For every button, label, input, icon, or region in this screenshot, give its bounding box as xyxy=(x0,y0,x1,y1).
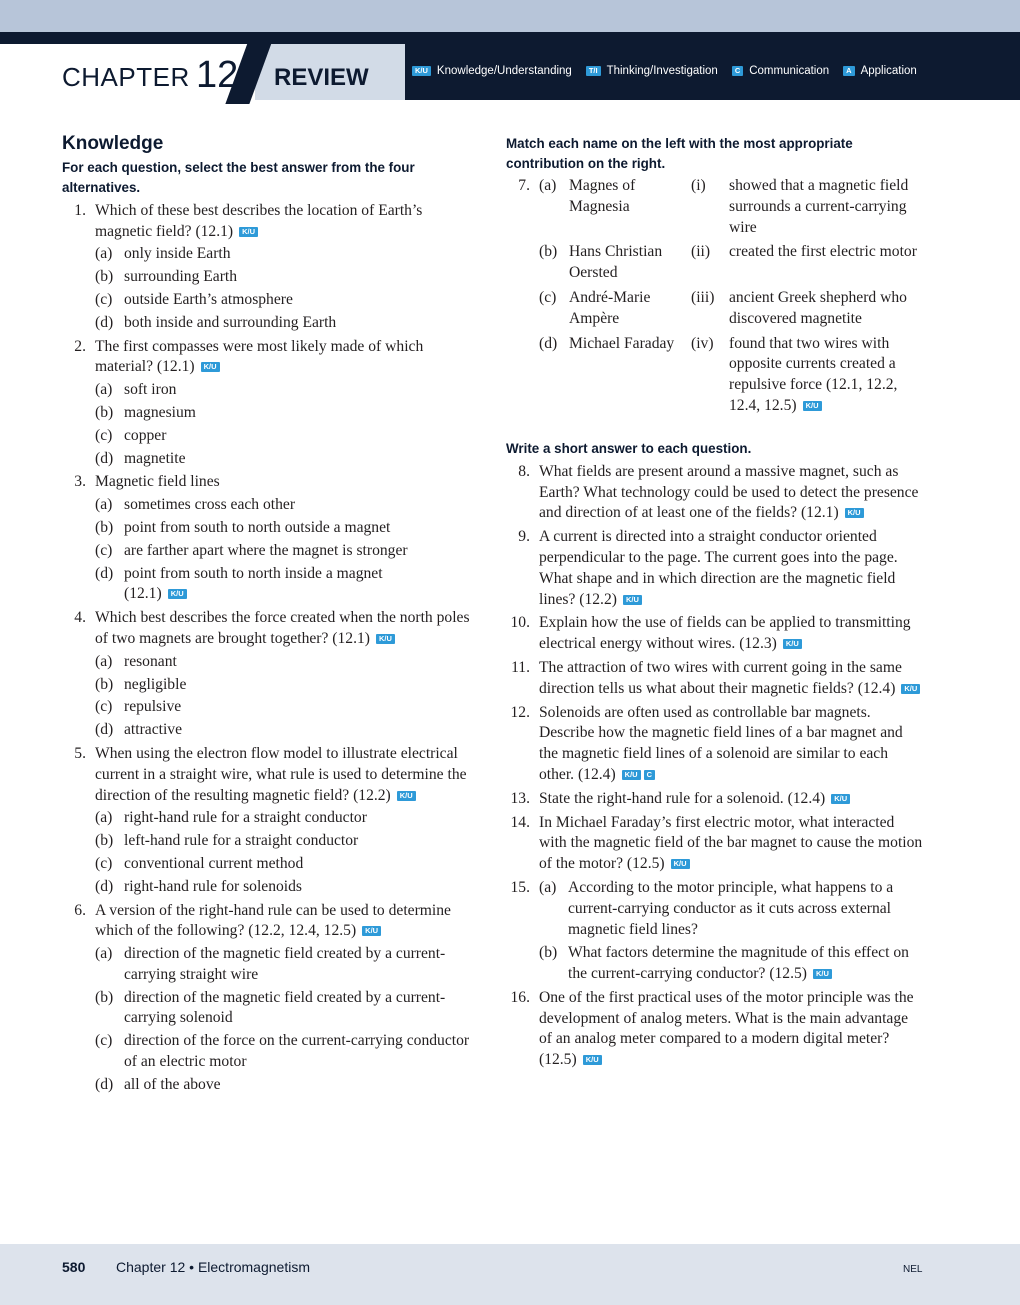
match-contribution: created the first electric motor xyxy=(729,243,917,261)
option-letter: (b) xyxy=(95,518,114,536)
question xyxy=(62,472,474,493)
question-number: 2. xyxy=(74,337,86,355)
answer-option xyxy=(62,313,474,334)
question xyxy=(506,613,924,655)
match-letter: (d) xyxy=(539,334,558,352)
option-text: point from south to north outside a magnet xyxy=(124,518,391,536)
option-letter: (a) xyxy=(95,496,113,514)
question-text: When using the electron flow model to illustrate electrical current in a straight wire, what rule is used to determine the direction of the resulting magnetic field? (12.2) xyxy=(95,744,467,804)
option-letter: (b) xyxy=(95,675,114,693)
answer-option xyxy=(62,831,474,852)
option-text: copper xyxy=(124,426,167,444)
option-text: direction of the force on the current-carrying conductor of an electric motor xyxy=(124,1032,470,1071)
question-number: 13. xyxy=(510,789,530,807)
option-letter: (a) xyxy=(95,652,113,670)
question xyxy=(62,901,474,943)
category-legend xyxy=(412,65,931,77)
ku-badge-icon: K/U xyxy=(831,794,850,804)
ku-badge-icon: K/U xyxy=(583,1055,602,1065)
question xyxy=(506,878,924,985)
question xyxy=(506,658,924,700)
option-letter: (d) xyxy=(95,877,114,895)
part-letter: (b) xyxy=(539,944,558,962)
ku-badge-icon: K/U xyxy=(803,401,822,411)
answer-option xyxy=(62,808,474,829)
right-column xyxy=(506,134,924,1071)
option-text: only inside Earth xyxy=(124,245,231,263)
legend-label: Application xyxy=(860,65,917,77)
match-name: Michael Faraday xyxy=(569,334,675,352)
answer-option xyxy=(62,541,474,562)
option-letter: (a) xyxy=(95,381,113,399)
question-number: 15. xyxy=(510,878,530,896)
ku-badge-icon: K/U xyxy=(168,589,187,599)
option-text: resonant xyxy=(124,652,177,670)
match-row xyxy=(506,288,924,330)
ku-badge-icon: K/U xyxy=(397,791,416,801)
match-roman: (iii) xyxy=(691,288,715,306)
ku-badge-icon: K/U xyxy=(201,362,220,372)
legend-label: Communication xyxy=(749,65,830,77)
question-text: One of the first practical uses of the motor principle was the development of analog meters. What is the main advantage of an analog meter compared to a modern digital meter? (12.5) xyxy=(539,988,914,1069)
legend-item-ku xyxy=(412,65,572,77)
answer-option xyxy=(62,854,474,875)
option-letter: (d) xyxy=(95,449,114,467)
option-letter: (c) xyxy=(95,854,113,872)
question-number: 11. xyxy=(511,658,530,676)
page-number: 580 xyxy=(62,1259,86,1275)
chapter-number: 12 xyxy=(196,54,239,96)
question-number: 10. xyxy=(510,614,530,632)
question-number: 16. xyxy=(510,988,530,1006)
match-contribution: found that two wires with opposite currents created a repulsive force (12.1, 12.2, 12.4, 12.5) K/U xyxy=(729,334,898,414)
question xyxy=(506,789,924,810)
question xyxy=(62,337,474,379)
answer-option xyxy=(62,720,474,741)
section-title: Knowledge xyxy=(62,133,164,154)
a-badge-icon: A xyxy=(843,66,854,76)
question-text: Which best describes the force created when the north poles of two magnets are brought together? (12.1) xyxy=(95,609,470,647)
option-letter: (c) xyxy=(95,698,113,716)
match-roman: (iv) xyxy=(691,334,714,352)
option-text: left-hand rule for a straight conductor xyxy=(124,832,359,850)
match-name: Hans Christian Oersted xyxy=(569,243,663,282)
review-word: REVIEW xyxy=(274,64,369,91)
question-text: Explain how the use of fields can be applied to transmitting electrical energy without wires. (12.3) xyxy=(539,614,911,653)
option-text: direction of the magnetic field created by a current-carrying straight wire xyxy=(124,945,446,983)
answer-option xyxy=(62,564,474,585)
question-number: 5. xyxy=(74,744,86,762)
option-letter: (b) xyxy=(95,832,114,850)
answer-option xyxy=(62,290,474,311)
match-instruction: Match each name on the left with the most appropriate contribution on the right. xyxy=(506,136,853,171)
option-letter: (a) xyxy=(95,245,113,263)
ku-badge-icon: K/U xyxy=(813,969,832,979)
legend-item-c xyxy=(732,65,829,77)
option-letter: (d) xyxy=(95,313,114,331)
answer-option xyxy=(62,1075,474,1096)
question-text: The first compasses were most likely made of which material? (12.1) xyxy=(95,337,424,376)
left-column xyxy=(62,134,474,1096)
answer-option xyxy=(62,652,474,673)
option-text: both inside and surrounding Earth xyxy=(124,313,337,331)
option-text: right-hand rule for solenoids xyxy=(124,877,302,895)
question xyxy=(506,988,924,1071)
question-number: 12. xyxy=(510,703,530,721)
short-answer-instruction: Write a short answer to each question. xyxy=(506,440,752,456)
option-letter: (a) xyxy=(95,945,113,963)
option-text: right-hand rule for a straight conductor xyxy=(124,809,367,827)
question xyxy=(506,462,924,524)
legend-label: Knowledge/Understanding xyxy=(436,65,572,77)
match-name: Magnes of Magnesia xyxy=(569,177,636,215)
option-letter: (b) xyxy=(95,268,114,286)
ku-badge-icon: K/U xyxy=(376,634,395,644)
option-letter: (d) xyxy=(95,564,114,582)
question-number: 8. xyxy=(518,462,530,480)
legend-item-ti xyxy=(586,65,718,77)
answer-option xyxy=(62,380,474,401)
top-color-bar xyxy=(0,0,1020,32)
option-text: direction of the magnetic field created by a current-carrying solenoid xyxy=(124,988,446,1027)
match-letter: (c) xyxy=(539,288,557,306)
option-text: repulsive xyxy=(124,698,182,716)
option-letter: (b) xyxy=(95,403,114,421)
answer-option xyxy=(62,267,474,288)
option-text: point from south to north inside a magnet xyxy=(124,564,383,582)
answer-option xyxy=(62,697,474,718)
question xyxy=(62,201,474,243)
option-letter: (d) xyxy=(95,1075,114,1093)
answer-option xyxy=(62,426,474,447)
match-contribution: showed that a magnetic field surrounds a current-carrying wire xyxy=(729,177,909,236)
answer-option xyxy=(62,244,474,265)
answer-option xyxy=(62,403,474,424)
option-text: are farther apart where the magnet is stronger xyxy=(124,541,408,559)
question-tail xyxy=(62,584,474,605)
option-letter: (a) xyxy=(95,809,113,827)
option-text: attractive xyxy=(124,721,183,739)
question-part xyxy=(539,878,924,940)
match-name: André-Marie Ampère xyxy=(569,288,651,327)
ku-badge-icon: K/U xyxy=(783,639,802,649)
question-text: What fields are present around a massive magnet, such as Earth? What technology could be used to detect the presence and direction of at least one of the fields? (12.1) xyxy=(539,462,919,522)
ku-badge-icon: K/U xyxy=(671,859,690,869)
answer-option xyxy=(62,675,474,696)
option-text: magnesium xyxy=(124,403,196,421)
option-letter: (c) xyxy=(95,290,113,308)
ku-badge-icon: K/U xyxy=(362,926,381,936)
match-roman: (i) xyxy=(691,177,706,194)
question-number: 3. xyxy=(74,473,86,491)
c-badge-icon: C xyxy=(644,770,655,780)
option-letter: (c) xyxy=(95,541,113,559)
chapter-label: Chapter 12 • Electromagnetism xyxy=(116,1259,310,1275)
match-row xyxy=(506,334,924,417)
question-number: 14. xyxy=(510,813,530,831)
question-text: In Michael Faraday’s first electric motor, what interacted with the magnetic field of the bar magnet to cause the motion of the motor? (12.5) xyxy=(539,813,923,873)
question-text: A version of the right-hand rule can be used to determine which of the following? (12.2, 12.4, 12.5) xyxy=(95,901,451,940)
question-number: 1. xyxy=(74,201,86,219)
question xyxy=(62,744,474,806)
match-roman: (ii) xyxy=(691,243,711,261)
ku-badge-icon: K/U xyxy=(845,508,864,518)
option-text: magnetite xyxy=(124,449,186,467)
ti-badge-icon: T/I xyxy=(586,66,601,76)
option-letter: (c) xyxy=(95,1032,113,1050)
answer-option xyxy=(62,495,474,516)
match-row xyxy=(506,242,924,284)
question-text: A current is directed into a straight conductor oriented perpendicular to the page. The current goes into the page. What shape and in which direction are the magnetic field lines? (12.2) xyxy=(539,528,898,608)
option-text: conventional current method xyxy=(124,854,304,872)
legend-label: Thinking/Investigation xyxy=(606,65,718,77)
match-contribution: ancient Greek shepherd who discovered magnetite xyxy=(729,288,907,327)
match-letter: (b) xyxy=(539,243,558,261)
option-text: outside Earth’s atmosphere xyxy=(124,290,293,308)
question xyxy=(62,608,474,650)
option-text: surrounding Earth xyxy=(124,268,238,286)
reference-text: (12.1) xyxy=(124,585,162,603)
question-number: 7. xyxy=(518,177,530,194)
option-letter: (d) xyxy=(95,721,114,739)
ku-badge-icon: K/U xyxy=(412,66,431,76)
answer-option xyxy=(62,449,474,470)
question xyxy=(506,527,924,610)
question-text: The attraction of two wires with current going in the same direction tells us what about their magnetic fields? (12.4) xyxy=(539,658,902,697)
ku-badge-icon: K/U xyxy=(623,595,642,605)
question-text: Which of these best describes the location of Earth’s magnetic field? (12.1) xyxy=(95,201,423,240)
option-letter: (c) xyxy=(95,426,113,444)
part-text: What factors determine the magnitude of this effect on the current-carrying conductor? (12.5) xyxy=(568,944,909,983)
question xyxy=(506,813,924,875)
answer-option xyxy=(62,877,474,898)
option-text: negligible xyxy=(124,675,187,693)
instruction: For each question, select the best answer from the four alternatives. xyxy=(62,159,415,195)
c-badge-icon: C xyxy=(732,66,743,76)
option-text: soft iron xyxy=(124,381,177,399)
question-text: State the right-hand rule for a solenoid. (12.4) xyxy=(539,789,826,807)
chapter-word: CHAPTER xyxy=(62,62,190,92)
match-letter: (a) xyxy=(539,177,557,194)
question-number: 6. xyxy=(74,901,86,919)
question-text: Solenoids are often used as controllable bar magnets. Describe how the magnetic field lines of a bar magnet and the magnetic field lines of a solenoid are similar to each other. (12.4) xyxy=(539,703,903,783)
ku-badge-icon: K/U xyxy=(901,684,920,694)
question-part xyxy=(539,943,924,985)
option-text: all of the above xyxy=(124,1075,221,1093)
question-number: 4. xyxy=(74,609,86,627)
ku-badge-icon: K/U xyxy=(239,227,258,237)
question-text: Magnetic field lines xyxy=(95,473,220,491)
answer-option xyxy=(62,944,474,986)
answer-option xyxy=(62,988,474,1030)
option-letter: (b) xyxy=(95,988,114,1006)
ku-badge-icon: K/U xyxy=(622,770,641,780)
option-text: sometimes cross each other xyxy=(124,496,296,514)
question xyxy=(506,703,924,786)
part-letter: (a) xyxy=(539,878,557,896)
match-table xyxy=(506,176,924,238)
answer-option xyxy=(62,518,474,539)
publisher-mark: NEL xyxy=(903,1264,923,1275)
part-text: According to the motor principle, what happens to a current-carrying conductor as it cuts across external magnetic field lines? xyxy=(568,878,894,938)
question-number: 9. xyxy=(518,528,530,546)
legend-item-a xyxy=(843,65,917,77)
answer-option xyxy=(62,1031,474,1073)
